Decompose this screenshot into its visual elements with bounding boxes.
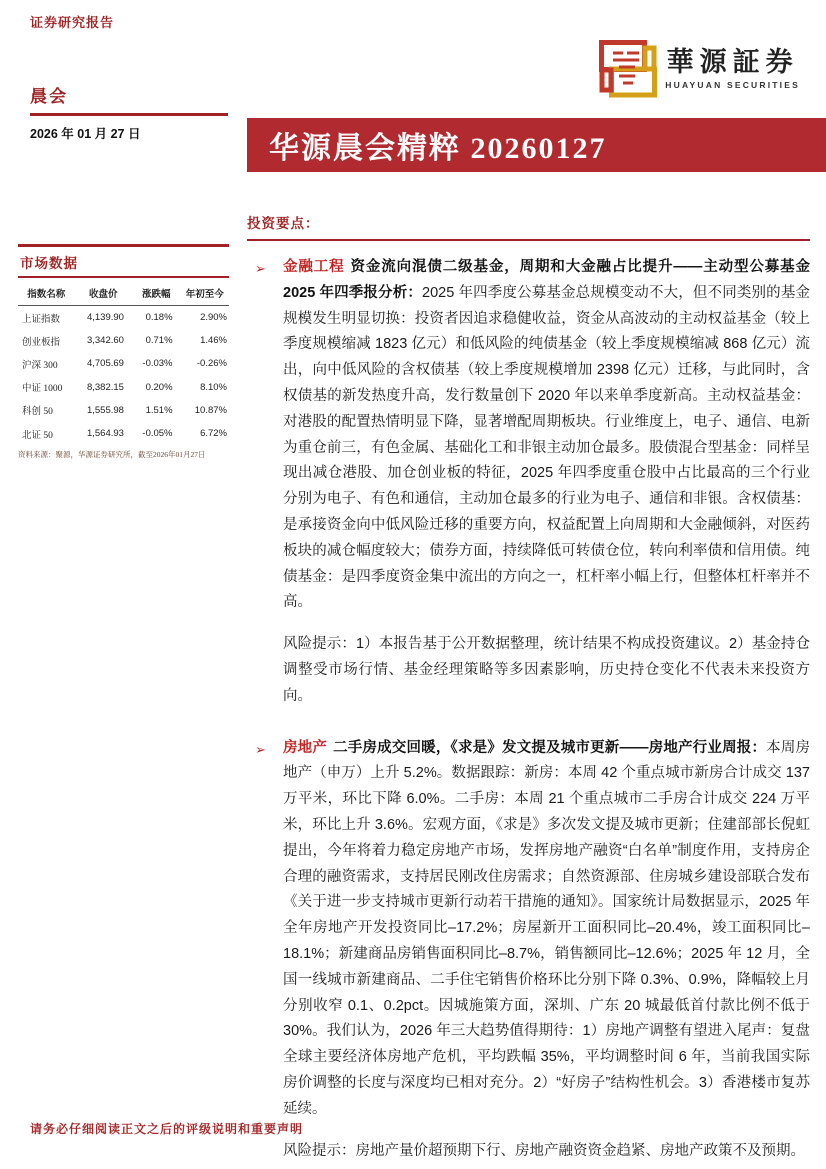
company-name-en: HUAYUAN SECURITIES xyxy=(665,80,800,91)
market-data-table xyxy=(18,282,229,445)
index-ytd: 8.10% xyxy=(200,381,227,393)
investment-highlights xyxy=(247,212,810,1169)
report-category: 晨会 xyxy=(30,87,68,106)
table-row xyxy=(18,376,229,399)
table-row xyxy=(18,422,229,445)
index-ytd: 1.46% xyxy=(200,335,227,347)
market-data-panel xyxy=(18,244,229,461)
index-name: 沪深 300 xyxy=(22,360,58,371)
index-change: -0.03% xyxy=(142,358,173,370)
report-summary: 2025 年四季度公募基金总规模变动不大，但不同类别的基金规模发生明显切换：投资者因追求稳健收益，资金从高波动的主动权益基金（较上季度规模缩减 1823 亿元）和低风险的纯债基金（较上季度规模缩减 868 亿元）流出，向中低风险的含权债基（较上季度规模增加 2398 亿元）迁移，与此同时，含权债基的新发热度升高，发行数量创下 2020 年以来单季度新高。主动权益基金：对港股的配置热情明显下降，显著增配周期板块。行业维度上，电子、通信、电新为重仓前三，有色金属、基础化工和非银主动加仓最多。股债混合型基金：同样呈现出减仓港股、加仓创业板的特征，2025 年四季度重仓股中占比最高的三个行业分别为电子、有色和通信，主动加仓最多的行业为电子、通信和非银。含权债基：是承接资金向中低风险迁移的重要方向，权益配置上向周期和大金融倾斜，对医药板块的减仓幅度较大；债券方面，持续降低可转债仓位，转向利率债和信用债。纯债基金：是四季度资金集中流出的方向之一，杠杆率小幅上行，但整体杠杆率并不高。 xyxy=(283,284,810,611)
index-ytd: 10.87% xyxy=(194,404,227,416)
report-headline: 资金流向混债二级基金，周期和大金融占比提升——主动型公募基金2025 年四季报分析： xyxy=(283,259,810,301)
index-change: 1.51% xyxy=(145,404,173,416)
highlights-title: 投资要点： xyxy=(247,216,320,231)
market-data-title: 市场数据 xyxy=(20,256,78,271)
report-headline: 二手房成交回暖，《求是》发文提及城市更新——房地产行业周报： xyxy=(333,739,767,756)
index-change: 0.71% xyxy=(145,335,173,347)
index-change: 0.18% xyxy=(145,312,173,324)
risk-note: 风险提示：1）本报告基于公开数据整理，统计结果不构成投资建议。2）基金持仓调整受市场行情、基金经理策略等多因素影响，历史持仓变化不代表未来投资方向。 xyxy=(283,636,810,704)
highlights-title-rule xyxy=(247,239,810,241)
market-data-title-rule xyxy=(18,276,229,278)
index-name: 科创 50 xyxy=(22,407,53,418)
index-close: 1,564.93 xyxy=(86,428,124,440)
index-name: 创业板指 xyxy=(22,337,61,348)
category-divider xyxy=(30,113,228,116)
index-change: 0.20% xyxy=(145,381,173,393)
highlight-paragraph xyxy=(283,736,810,1123)
company-logo xyxy=(599,40,800,98)
report-date: 2026 年 01 月 27 日 xyxy=(30,127,141,141)
col-header-ytd: 年初至今 xyxy=(181,282,229,306)
index-ytd: 2.90% xyxy=(200,312,227,324)
index-change: -0.05% xyxy=(142,428,173,440)
col-header-change: 涨跌幅 xyxy=(132,282,181,306)
col-header-index-name: 指数名称 xyxy=(18,282,75,306)
col-header-close: 收盘价 xyxy=(75,282,132,306)
highlight-item-real-estate xyxy=(247,736,810,1165)
index-name: 中证 1000 xyxy=(22,384,63,395)
table-header-row xyxy=(18,282,229,306)
highlight-item-finance-engineering xyxy=(247,255,810,710)
index-name: 上证指数 xyxy=(22,314,61,325)
table-row xyxy=(18,306,229,330)
company-seal-icon xyxy=(599,40,657,98)
arrow-bullet-icon: ➢ xyxy=(255,741,266,757)
risk-note: 风险提示：房地产量价超预期下行、房地产融资资金趋紧、房地产政策不及预期。 xyxy=(283,1142,805,1159)
index-close: 1,555.98 xyxy=(86,404,124,416)
data-source-note: 资料来源：聚源，华源证券研究所，截至2026年01月27日 xyxy=(18,450,206,460)
page-title: 华源晨会精粹 20260127 xyxy=(247,118,826,172)
index-close: 4,705.69 xyxy=(86,358,124,370)
index-name: 北证 50 xyxy=(22,430,53,441)
table-row xyxy=(18,329,229,352)
index-close: 8,382.15 xyxy=(86,381,124,393)
index-ytd: -0.26% xyxy=(196,358,227,370)
table-row xyxy=(18,352,229,375)
arrow-bullet-icon: ➢ xyxy=(255,261,266,276)
highlight-paragraph xyxy=(283,255,810,616)
report-summary: 本周房地产（申万）上升 5.2%。数据跟踪：新房：本周 42 个重点城市新房合计成交 137 万平米，环比下降 6.0%。二手房：本周 21 个重点城市二手房合计成交 224 万平米，环比上升 3.6%。宏观方面，《求是》多次发文提及城市更新；住建部部长倪虹提出，今年将着力稳定房地产市场，发挥房地产融资“白名单”制度作用，支持房企合理的融资需求，支持居民刚改住房需求；自然资源部、住房城乡建设部联合发布《关于进一步支持城市更新行动若干措施的通知》。国家统计局数据显示，2025 年全年房地产开发投资同比–17.2%；房屋新开工面积同比–20.4%，竣工面积同比–18.1%；新建商品房销售面积同比–8.7%，销售额同比–12.6%；2025 年 12 月，全国一线城市新建商品、二手住宅销售价格环比分别下降 0.3%、0.9%，降幅较上月分别收窄 0.1、0.2pct。因城施策方面，深圳、广东 20 城最低首付款比例不低于 30%。我们认为，2026 年三大趋势值得期待：1）房地产调整有望进入尾声：复盘全球主要经济体房地产危机，平均跌幅 35%，平均调整时间 6 年，当前我国实际房价调整的长度与深度均已相对充分。2）“好房子”结构性机会。3）香港楼市复苏延续。 xyxy=(283,739,811,1117)
index-close: 3,342.60 xyxy=(86,335,124,347)
company-name-cn: 華源証券 xyxy=(666,46,799,77)
table-row xyxy=(18,399,229,422)
index-ytd: 6.72% xyxy=(200,428,227,440)
sector-tag: 金融工程 xyxy=(283,259,345,275)
index-close: 4,139.90 xyxy=(86,312,124,324)
footer-disclaimer: 请务必仔细阅读正文之后的评级说明和重要声明 xyxy=(30,1122,304,1136)
report-kicker: 证券研究报告 xyxy=(30,15,115,30)
sector-tag: 房地产 xyxy=(283,739,328,756)
